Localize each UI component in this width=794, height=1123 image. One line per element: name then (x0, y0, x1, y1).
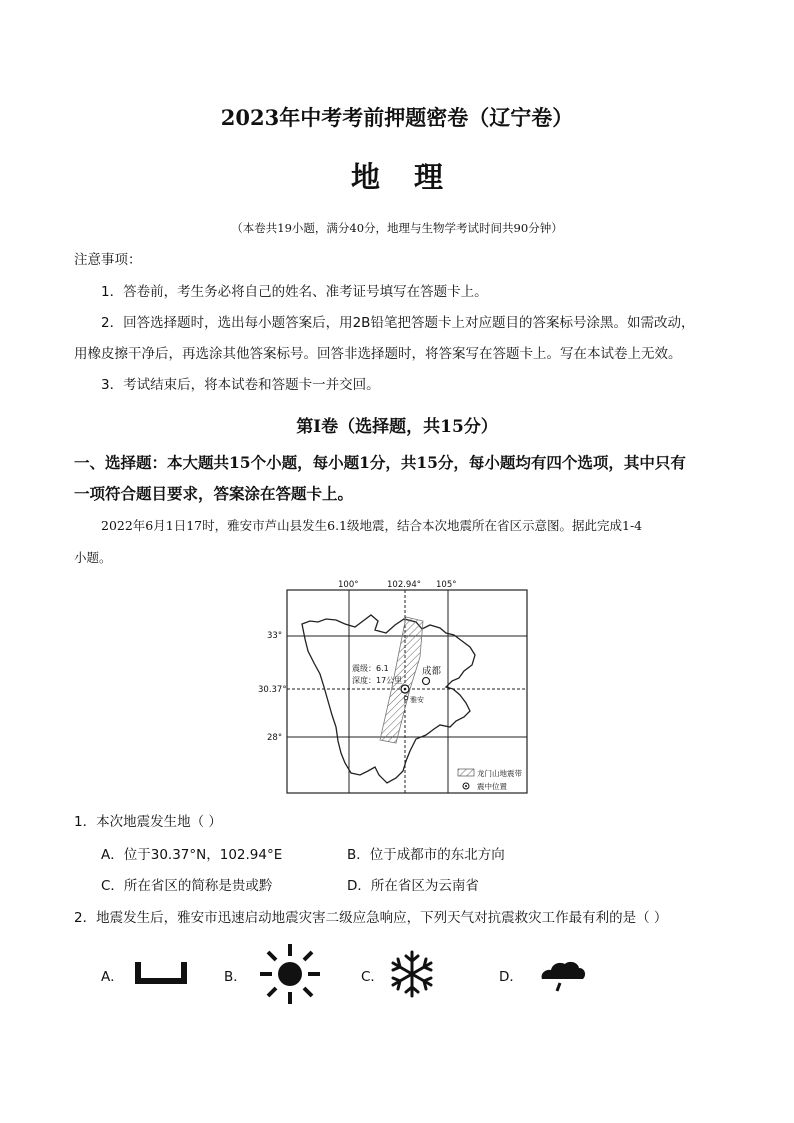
section-instruction-line1: 一、选择题：本大题共15个小题，每小题1分，共15分，每小题均有四个选项，其中只有 (74, 453, 686, 472)
legend-belt-swatch (458, 769, 474, 776)
exam-info: （本卷共19小题，满分40分，地理与生物学考试时间共90分钟） (231, 221, 563, 235)
lat-label-33: 33° (267, 631, 283, 641)
quake-magnitude-label: 震级：6.1 (352, 664, 389, 673)
notice-item-2-cont: 用橡皮擦干净后，再选涂其他答案标号。回答非选择题时，将答案写在答题卡上。写在本试卷上无效。 (74, 346, 682, 362)
epicenter-marker (401, 685, 409, 693)
snow-symbol-icon (388, 949, 436, 999)
sunny-symbol-icon (258, 942, 322, 1006)
q1-option-d[interactable]: D．所在省区为云南省 (347, 878, 479, 894)
overcast-symbol-icon (132, 959, 190, 989)
rain-cloud-symbol-icon (538, 958, 588, 994)
legend-epicenter-label: 震中位置 (477, 782, 507, 791)
notice-item-1: 1．答卷前，考生务必将自己的姓名、准考证号填写在答题卡上。 (101, 284, 488, 300)
q2-option-d-label[interactable]: D． (499, 969, 523, 985)
lon-label-100: 100° (338, 580, 359, 590)
notice-heading: 注意事项： (74, 252, 142, 268)
chengdu-label: 成都 (422, 666, 442, 677)
province-outline (302, 615, 475, 783)
yaan-label: 雅安 (410, 696, 424, 704)
exam-title: 2023年中考考前押题密卷（辽宁卷） (220, 105, 574, 130)
q2-option-c-label[interactable]: C． (361, 969, 384, 985)
legend-belt-label: 龙门山地震带 (477, 769, 522, 778)
q2-stem: 2．地震发生后，雅安市迅速启动地震灾害二级应急响应，下列天气对抗震救灾工作最有利的是（ ） (74, 910, 668, 926)
notice-item-2: 2．回答选择题时，选出每小题答案后，用2B铅笔把答题卡上对应题目的答案标号涂黑。如需改动， (101, 315, 695, 331)
quake-depth-label: 深度：17公里 (352, 676, 403, 685)
passage-line2: 小题。 (74, 550, 112, 565)
section-instruction-line2: 一项符合题目要求，答案涂在答题卡上。 (74, 484, 354, 503)
lat-label-28: 28° (267, 733, 283, 743)
yaan-marker (404, 696, 408, 700)
q1-option-c[interactable]: C．所在省区的简称是贵或黔 (101, 878, 273, 894)
q2-option-b-label[interactable]: B． (224, 969, 247, 985)
legend-epicenter-swatch (463, 783, 469, 789)
subject-title: 地理 (350, 160, 477, 194)
q1-stem: 1．本次地震发生地（ ） (74, 814, 222, 830)
q2-option-a-label[interactable]: A． (101, 969, 124, 985)
lon-label-102-94: 102.94° (387, 580, 421, 590)
q1-option-a[interactable]: A．位于30.37°N，102.94°E (101, 847, 283, 863)
notice-item-3: 3．考试结束后，将本试卷和答题卡一并交回。 (101, 377, 380, 393)
sichuan-earthquake-map (250, 575, 540, 800)
section-title: 第Ⅰ卷（选择题，共15分） (296, 417, 498, 437)
lon-label-105: 105° (436, 580, 457, 590)
lat-label-30-37: 30.37° (258, 685, 287, 695)
q1-option-b[interactable]: B．位于成都市的东北方向 (347, 847, 505, 863)
chengdu-marker (423, 678, 430, 685)
passage-line1: 2022年6月1日17时，雅安市芦山县发生6.1级地震，结合本次地震所在省区示意图。据此完成1-4 (101, 518, 643, 533)
